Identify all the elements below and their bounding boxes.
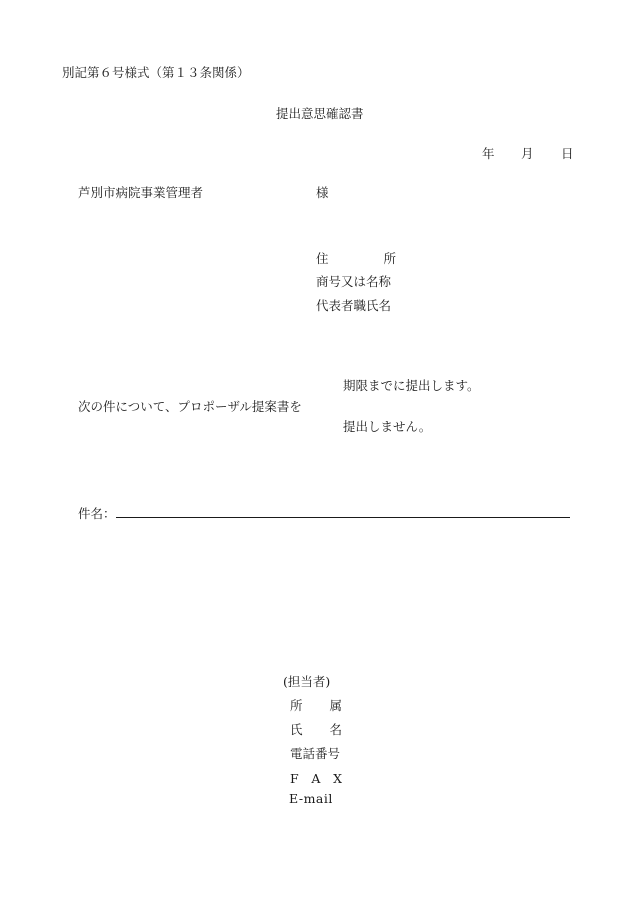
document-title: 提出意思確認書 [276, 106, 364, 121]
form-reference: 別記第６号様式（第１３条関係） [62, 65, 250, 80]
statement-lead-text: 次の件について、プロポーザル提案書を [78, 399, 302, 414]
department-label [290, 698, 342, 714]
phone-label: 電話番号 [290, 746, 341, 761]
subject-underline [116, 517, 570, 518]
fax-label-char-2: A [311, 771, 321, 786]
contact-name-label-char-2: 名 [329, 722, 342, 737]
fax-label [290, 771, 342, 787]
email-label: E-mail [289, 791, 333, 806]
option-not-submit-text: 提出しません。 [343, 419, 432, 434]
address-label-char-1: 住 [316, 251, 329, 266]
subject-label: 件名： [78, 506, 116, 521]
address-label [316, 251, 396, 267]
date-day-label: 日 [561, 146, 574, 161]
date-month-label: 月 [521, 146, 534, 161]
fax-label-char-1: F [290, 771, 299, 786]
option-submit-text: 期限までに提出します。 [343, 378, 480, 393]
company-name-label: 商号又は名称 [316, 274, 392, 289]
address-label-char-2: 所 [383, 251, 396, 266]
department-label-char-1: 所 [290, 698, 303, 713]
contact-heading: (担当者) [283, 674, 331, 689]
contact-name-label-char-1: 氏 [290, 722, 303, 737]
date-year-label: 年 [482, 146, 495, 161]
representative-label: 代表者職氏名 [316, 298, 392, 313]
department-label-char-2: 属 [329, 698, 342, 713]
contact-name-label [290, 722, 342, 738]
fax-label-char-3: X [333, 771, 342, 786]
recipient-name: 芦別市病院事業管理者 [78, 185, 204, 200]
recipient-honorific: 様 [316, 185, 329, 200]
